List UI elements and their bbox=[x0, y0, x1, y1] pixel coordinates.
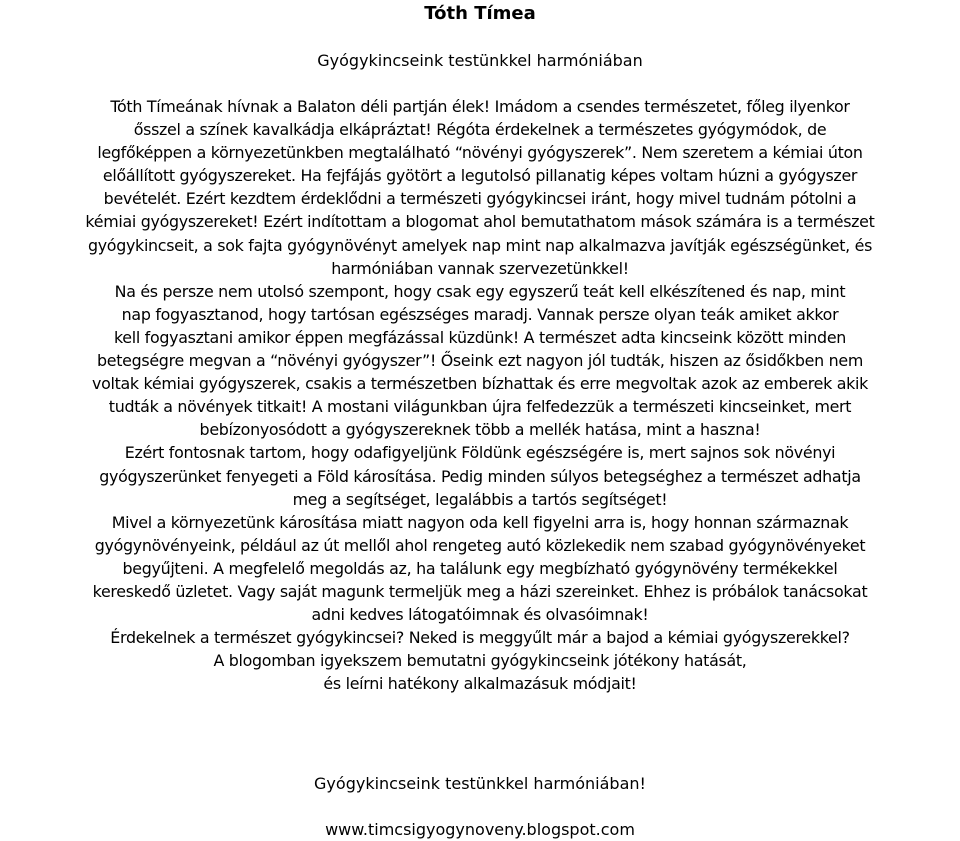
document-title: Tóth Tímea bbox=[424, 3, 536, 24]
body-line: begyűjteni. A megfelelő megoldás az, ha találunk egy megbízható gyógynövény termékekkel bbox=[122, 558, 838, 578]
body-line: előállított gyógyszereket. Ha fejfájás gyötört a legutolsó pillanatig képes voltam húzni a gyógyszer bbox=[102, 166, 858, 186]
body-line: tudták a növények titkait! A mostani világunkban újra felfedezzük a természeti kincseinket, mert bbox=[108, 397, 852, 417]
body-line: bebízonyosódott a gyógyszereknek több a mellék hatása, mint a haszna! bbox=[199, 420, 761, 440]
body-line: bevételét. Ezért kezdtem érdeklődni a természeti gyógykincsei iránt, hogy mivel tudnám pótolni a bbox=[103, 189, 857, 209]
body-line: Na és persze nem utolsó szempont, hogy csak egy egyszerű teát kell elkészítened és nap, mint bbox=[114, 281, 846, 301]
body-line: legfőképpen a környezetünkben megtalálható “növényi gyógyszerek”. Nem szeretem a kémiai úton bbox=[97, 143, 863, 163]
blog-url: www.timcsigyogynoveny.blogspot.com bbox=[325, 820, 635, 839]
closing-line: Gyógykincseink testünkkel harmóniában! bbox=[314, 774, 646, 793]
body-line: és leírni hatékony alkalmazásuk módjait! bbox=[323, 674, 637, 694]
document-subtitle: Gyógykincseink testünkkel harmóniában bbox=[317, 51, 643, 70]
body-line: Mivel a környezetünk károsítása miatt nagyon oda kell figyelni arra is, hogy honnan származnak bbox=[111, 512, 849, 532]
body-line: kell fogyasztani amikor éppen megfázással küzdünk! A természet adta kincseink között minden bbox=[113, 327, 847, 347]
body-line: A blogomban igyekszem bemutatni gyógykincseink jótékony hatását, bbox=[213, 651, 747, 671]
body-line: Érdekelnek a természet gyógykincsei? Neked is meggyűlt már a bajod a kémiai gyógyszerekkel? bbox=[110, 628, 850, 648]
body-line: adni kedves látogatóimnak és olvasóimnak! bbox=[311, 605, 649, 625]
body-line: Ezért fontosnak tartom, hogy odafigyeljünk Földünk egészségére is, mert sajnos sok növényi bbox=[124, 443, 836, 463]
body-line: nap fogyasztanod, hogy tartósan egészséges maradj. Vannak persze olyan teák amiket akkor bbox=[121, 304, 839, 324]
body-line: kémiai gyógyszereket! Ezért indítottam a blogomat ahol bemutathatom mások számára is a természet bbox=[85, 212, 875, 232]
body-line: gyógyszerünket fenyegeti a Föld károsítása. Pedig minden súlyos betegséghez a természet adhatja bbox=[99, 466, 861, 486]
body-line: ősszel a színek kavalkádja elkápráztat! Régóta érdekelnek a természetes gyógymódok, de bbox=[133, 120, 827, 140]
body-line: harmóniában vannak szervezetünkkel! bbox=[331, 258, 629, 278]
body-line: voltak kémiai gyógyszerek, csakis a természetben bízhattak és erre megvoltak azok az emberek akik bbox=[91, 374, 868, 394]
body-line: gyógykincseit, a sok fajta gyógynövényt amelyek nap mint nap alkalmazva javítják egészségünket, és bbox=[87, 235, 873, 255]
body-line: Tóth Tímeának hívnak a Balaton déli partján élek! Imádom a csendes természetet, főleg ilyenkor bbox=[110, 97, 850, 116]
body-line: gyógynövényeink, például az út mellől ahol rengeteg autó közlekedik nem szabad gyógynövényeket bbox=[94, 535, 866, 555]
body-line: kereskedő üzletet. Vagy saját magunk termeljük meg a házi szereinket. Ehhez is próbálok tanácsokat bbox=[92, 581, 868, 601]
body-line: betegségre megvan a “növényi gyógyszer”! Őseink ezt nagyon jól tudták, hiszen az ősidőkben nem bbox=[97, 351, 863, 371]
body-text bbox=[0, 95, 960, 695]
body-line: meg a segítséget, legalábbis a tartós segítséget! bbox=[292, 489, 668, 509]
